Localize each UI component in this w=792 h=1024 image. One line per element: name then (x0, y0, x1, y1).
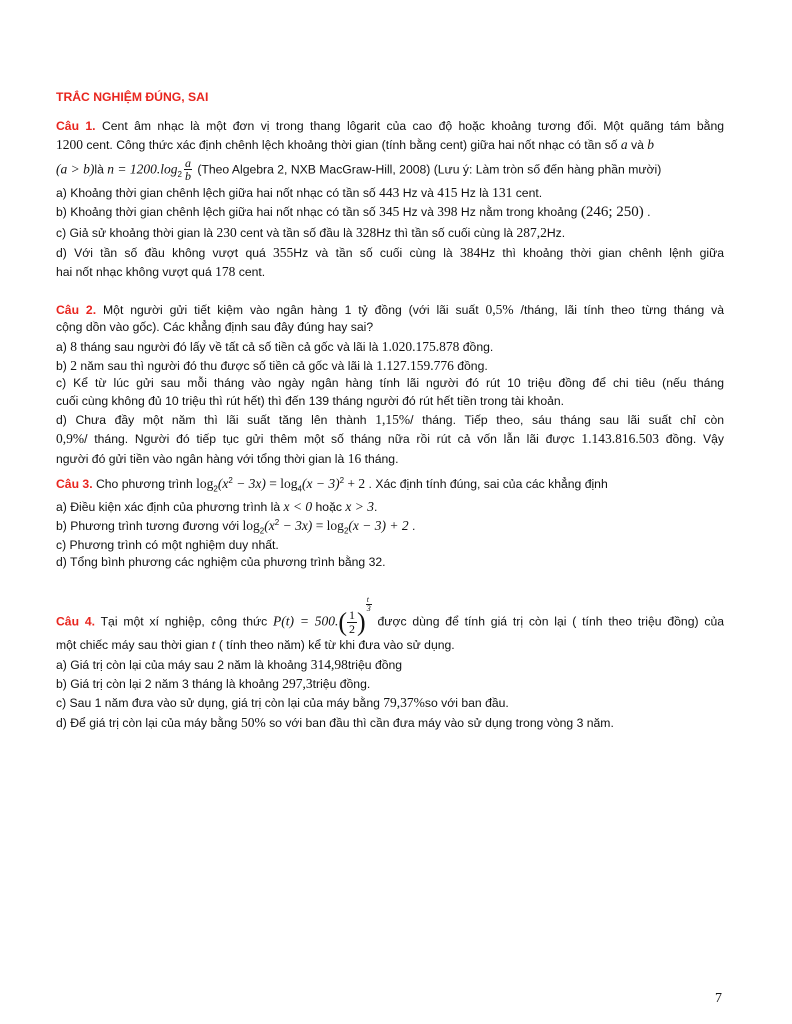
q3-b-t2: . (408, 519, 416, 534)
q1-a-t3: Hz là (457, 185, 493, 200)
q4-a-t2: triệu đồng (347, 657, 403, 672)
q1-d-t2: Hz và tần số cuối cùng là (293, 245, 460, 260)
q2-b-t2: đồng. (453, 358, 488, 373)
q1-d-t3: Hz thì khoảng thời gian chênh lệnh giữa (480, 245, 725, 260)
q4-intro-4: ( tính theo năm) kể từ khi đưa vào sử dụng. (215, 638, 455, 653)
q3-a-v1: x < 0 (283, 498, 313, 514)
q2-intro-3: cộng dồn vào gốc). Các khẳng định sau đây đúng hay sai? (56, 320, 374, 335)
q3-eq-eq: = log (265, 476, 298, 491)
q3-option-c: c) Phương trình có một nghiệm duy nhất. (56, 537, 279, 552)
q3-eq-arg1: (x (217, 476, 229, 491)
q1-b-t4: . (643, 205, 651, 220)
q3-b-eq: = log (312, 518, 344, 534)
q4-fraction (347, 609, 357, 635)
q1-d-text: d) Với tần số đầu không vượt quá (56, 245, 274, 260)
q3-a-t1: a) Điều kiện xác định của phương trình là (56, 499, 284, 514)
q1-fraction (184, 157, 192, 183)
q1-b-t3: Hz nằm trong khoảng (457, 205, 581, 220)
q4-option-d (56, 713, 724, 732)
q1-d-v1: 355 (273, 244, 294, 260)
q1-line-1 (56, 118, 724, 135)
q2-a-t2: đồng. (459, 339, 494, 354)
q4-line-2 (56, 635, 724, 654)
q2-option-d-line2 (56, 429, 724, 448)
q1-a-v1: 443 (379, 184, 400, 200)
q2-d-v3: 1.143.816.503 (581, 431, 659, 447)
q3-eq-sub2: 2 (213, 484, 218, 494)
q4-intro-1: Tại một xí nghiệp, công thức (95, 614, 274, 629)
q1-source: (Theo Algebra 2, NXB MacGraw-Hill, 2008) (Lưu ý: Làm tròn số đến hàng phần mười) (193, 161, 662, 176)
q3-b-sub: 2 (259, 526, 265, 536)
q4-formula-p: P(t) = 500. (273, 613, 339, 629)
q3-option-d: d) Tổng bình phương các nghiệm của phương trình bằng 32. (56, 555, 386, 570)
q2-a-v1: 8 (70, 338, 77, 354)
q3-eq-arg2: (x − 3) (302, 476, 340, 491)
q3-b-t1: b) Phương trình tương đương với (56, 519, 243, 534)
q1-c-v3: 287,2 (516, 225, 547, 241)
q1-option-c (56, 223, 724, 242)
q1-b-v1: 345 (379, 204, 400, 220)
q2-intro-1: Một người gửi tiết kiệm vào ngân hàng 1 tỷ đồng (với lãi suất (96, 303, 486, 317)
question-3 (56, 474, 724, 572)
q3-intro-2: . Xác định tính đúng, sai của các khẳng định (365, 477, 608, 491)
q2-d-line3-t2: tháng. (361, 451, 399, 466)
q1-line-2 (56, 135, 724, 154)
q3-option-b (56, 516, 724, 537)
q4-intro-3: một chiếc máy sau thời gian (56, 638, 212, 653)
q3-a-t3: . (373, 499, 378, 514)
question-2 (56, 300, 724, 468)
q1-var-a: a (620, 137, 628, 153)
q1-a-text: a) Khoảng thời gian chênh lệch giữa hai nốt nhạc có tần số (56, 185, 380, 200)
q4-exponent (366, 596, 372, 614)
q4-exp-den: 3 (366, 604, 371, 614)
q1-a-v3: 131 (492, 184, 513, 200)
q2-line-1 (56, 300, 724, 319)
section-title: TRẮC NGHIỆM ĐÚNG, SAI (56, 90, 209, 104)
q2-d-v4: 16 (347, 450, 362, 466)
q3-eq-sup: 2 (228, 475, 233, 485)
q1-b-text: b) Khoảng thời gian chênh lệch giữa hai nốt nhạc có tần số (56, 205, 380, 220)
q1-condition: (a > b) (56, 160, 95, 176)
q2-option-d-line3 (56, 449, 724, 468)
q4-frac-num: 1 (349, 608, 356, 623)
q4-label: Câu 4. (56, 614, 96, 629)
q1-option-a (56, 183, 724, 202)
q4-option-c (56, 693, 724, 712)
q2-b-t1: năm sau thì người đó thu được số tiền cả gốc và lãi là (76, 358, 377, 373)
q4-b-v1: 297,3 (282, 676, 313, 692)
q2-b-v1: 2 (70, 357, 77, 373)
q4-option-b (56, 674, 724, 693)
q2-option-b (56, 356, 724, 375)
q2-a-v2: 1.020.175.878 (381, 338, 460, 354)
q3-eq-tail: + 2 (344, 476, 366, 491)
q2-option-c-line2: cuối cùng không đủ 10 triệu thì rút hết) thì đến 139 tháng người đó rút hết tiền trong tài khoản. (56, 393, 565, 408)
q1-frac-den: b (184, 169, 191, 184)
page-number: 7 (715, 991, 722, 1006)
q2-d-line3-t1: người đó gửi tiền vào ngân hàng với tổng thời gian là (56, 451, 348, 466)
q1-frac-num: a (184, 155, 191, 170)
q1-d-v3: 178 (215, 264, 236, 280)
q4-d-t2: so với ban đầu thì cần đưa máy vào sử dụng trong vòng 3 năm. (265, 715, 614, 730)
q3-b-log: log (242, 518, 260, 534)
q1-intro-1: Cent âm nhạc là một đơn vị trong thang lôgarit của cao độ hoặc khoảng tương đối. Một quãng tám bằng (95, 119, 724, 133)
q4-c-v1: 79,37% (383, 695, 425, 711)
q1-d-line2: hai nốt nhạc không vượt quá (56, 265, 216, 280)
q2-rate: 0,5% (485, 302, 514, 317)
q4-a-t1: a) Giá trị còn lại của máy sau 2 năm là khoảng (56, 657, 311, 672)
q3-a-t2: hoặc (312, 499, 346, 514)
q4-c-t1: c) Sau 1 năm đưa vào sử dụng, giá trị còn lại của máy bằng (56, 696, 384, 711)
q1-c-v2: 328 (355, 225, 377, 241)
q2-d-v2: 0,9% (56, 431, 85, 447)
q2-b-v2: 1.127.159.776 (376, 357, 454, 373)
q1-formula-prefix: là (94, 161, 108, 176)
q4-var-t: t (211, 637, 216, 653)
q3-b-sub2: 2 (343, 526, 349, 536)
q3-b-arg1b: − 3x) (279, 518, 313, 534)
q1-b-t2: Hz và (399, 205, 438, 220)
q1-label: Câu 1. (56, 119, 96, 133)
q2-option-a (56, 337, 724, 356)
q1-d-t4: cent. (235, 265, 266, 280)
q1-a-v2: 415 (437, 184, 458, 200)
q4-line-1 (56, 596, 724, 635)
q4-d-v1: 50% (240, 714, 266, 730)
document-page (56, 0, 724, 1024)
question-4 (56, 596, 724, 732)
q1-line-3 (56, 157, 724, 183)
q3-eq-arg1b: − 3x) (232, 476, 266, 491)
q1-value-1200: 1200 (56, 137, 83, 153)
q2-d-t1: d) Chưa đầy một năm thì lãi suất tăng lên thành (56, 412, 376, 427)
q1-var-b: b (647, 137, 655, 153)
q1-option-b (56, 202, 724, 223)
q3-label: Câu 3. (56, 477, 93, 491)
q3-eq-sup2: 2 (339, 475, 345, 485)
q1-formula: n = 1200.log (107, 160, 178, 176)
q3-option-a (56, 497, 724, 516)
q1-a-t2: Hz và (399, 185, 438, 200)
q2-d-t3: / tháng. Người đó tiếp tục gửi thêm một số tháng nữa rồi rút cả vốn lẫn lãi được (84, 432, 582, 447)
q4-exp-frac (366, 596, 372, 614)
q4-b-t1: b) Giá trị còn lại 2 năm 3 tháng là khoảng (56, 677, 283, 692)
q2-option-d-line1 (56, 410, 724, 429)
q4-a-v1: 314,98 (310, 656, 348, 672)
q3-b-arg1: (x (264, 518, 275, 534)
q2-b-pre: b) (56, 358, 71, 373)
question-1 (56, 118, 724, 281)
q3-intro: Cho phương trình (92, 477, 197, 491)
q1-b-v2: 398 (437, 204, 458, 220)
q1-c-t2: cent và tần số đầu là (236, 226, 356, 241)
q1-c-t4: Hz. (546, 226, 566, 241)
q3-a-v2: x > 3 (345, 498, 374, 514)
q1-b-v3: (246; 250) (580, 204, 644, 221)
q1-c-v1: 230 (216, 225, 237, 241)
q3-eq-sub4: 4 (297, 484, 302, 494)
q2-d-t4: đồng. Vậy (659, 432, 724, 447)
q1-intro-2: cent. Công thức xác định chênh lệch khoảng thời gian (tính bằng cent) giữa hai nốt nhạc có tần số (83, 138, 621, 153)
q4-paren-close: ) (357, 607, 366, 637)
q3-b-sup: 2 (274, 518, 280, 528)
q2-label: Câu 2. (56, 303, 97, 317)
q4-b-t2: triệu đồng. (312, 677, 371, 692)
q4-paren-open: ( (338, 607, 348, 637)
q4-frac-den: 2 (349, 621, 356, 636)
q2-a-pre: a) (56, 339, 71, 354)
q3-b-arg2: (x − 3) + 2 (348, 518, 409, 534)
q2-intro-2: /tháng, lãi tính theo từng tháng và (513, 303, 725, 317)
q4-exp-num: t (366, 596, 372, 605)
q2-d-v1: 1,15% (375, 411, 411, 427)
q4-d-t1: d) Để giá trị còn lại của máy bằng (56, 715, 241, 730)
q3-line-1 (56, 474, 724, 495)
q4-option-a (56, 655, 724, 674)
q1-option-d-line2 (56, 262, 724, 281)
q1-c-t3: Hz thì tần số cuối cùng là (376, 226, 517, 241)
q4-intro-2: được dùng để tính giá trị còn lại ( tính theo triệu đồng) của (371, 614, 725, 629)
q1-formula-sub: 2 (177, 169, 182, 179)
q1-d-v2: 384 (459, 244, 481, 260)
q1-c-text: c) Giả sử khoảng thời gian là (56, 226, 217, 241)
q2-option-c-line1: c) Kể từ lúc gửi sau mỗi tháng vào ngày ngân hàng tính lãi người đó rút 10 triệu đồng để chi tiêu (nếu tháng (56, 376, 724, 391)
q4-c-t2: so với ban đầu. (424, 696, 509, 711)
q1-option-d (56, 243, 724, 262)
q1-and: và (627, 138, 648, 153)
q2-d-t2: / tháng. Tiếp theo, sáu tháng sau lãi suất chỉ còn (410, 412, 724, 427)
q3-eq-log: log (196, 476, 214, 491)
q2-a-t1: tháng sau người đó lấy về tất cả số tiền cả gốc và lãi là (76, 339, 382, 354)
q1-a-t4: cent. (512, 185, 543, 200)
